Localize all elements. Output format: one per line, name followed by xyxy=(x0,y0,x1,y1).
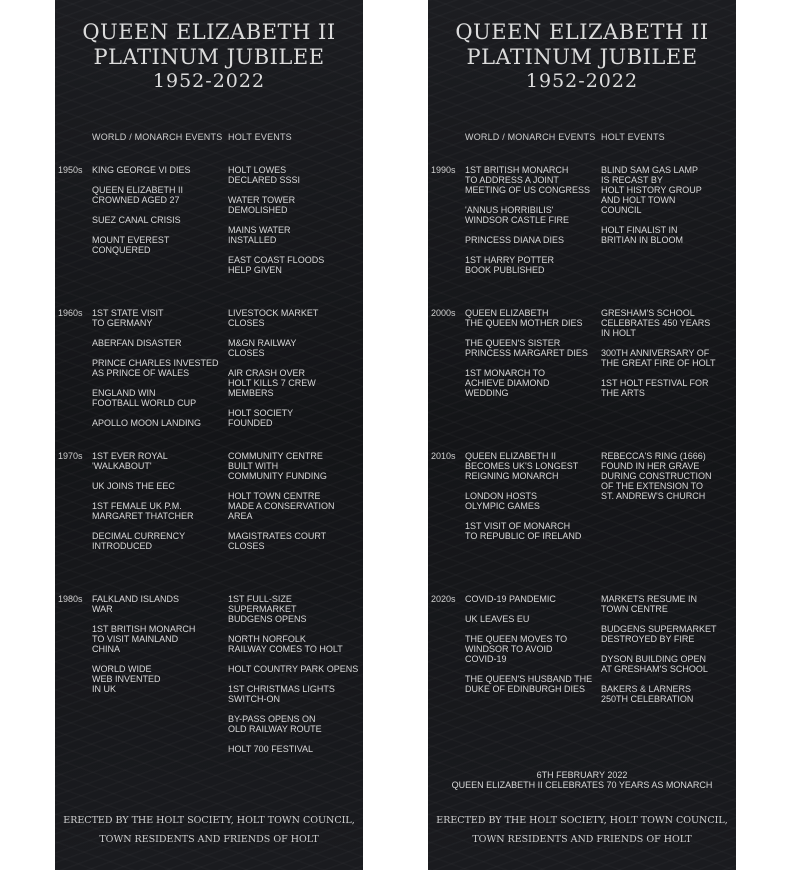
decade-label: 2010s xyxy=(431,451,456,461)
event-item: APOLLO MOON LANDING xyxy=(92,418,202,428)
event-item: MOUNT EVEREST CONQUERED xyxy=(92,235,170,255)
holt-events-column xyxy=(228,451,362,561)
event-item: 1ST BRITISH MONARCH TO ADDRESS A JOINT MEETING OF US CONGRESS xyxy=(465,165,591,195)
event-item: HOLT SOCIETY FOUNDED xyxy=(228,408,294,428)
event-item: QUEEN ELIZABETH II BECOMES UK'S LONGEST REIGNING MONARCH xyxy=(465,451,579,481)
event-item: DYSON BUILDING OPEN AT GRESHAM'S SCHOOL xyxy=(601,654,708,674)
header-world-events: WORLD / MONARCH EVENTS xyxy=(465,132,596,142)
event-item: REBECCA'S RING (1666) FOUND IN HER GRAVE DURING CONSTRUCTION OF THE EXTENSION TO ST. ANDREW'S CHURCH xyxy=(601,451,712,501)
event-item: THE QUEEN'S HUSBAND THE DUKE OF EDINBURGH DIES xyxy=(465,674,593,694)
holt-events-column xyxy=(601,165,735,255)
event-item: FALKLAND ISLANDS WAR xyxy=(92,594,180,614)
event-item: MAGISTRATES COURT CLOSES xyxy=(228,531,327,551)
decade-label: 1960s xyxy=(58,308,83,318)
event-item: MAINS WATER INSTALLED xyxy=(228,225,291,245)
world-events-column xyxy=(465,165,599,285)
event-item: GRESHAM'S SCHOOL CELEBRATES 450 YEARS IN HOLT xyxy=(601,308,711,338)
world-events-column xyxy=(92,165,226,265)
event-item: THE QUEEN'S SISTER PRINCESS MARGARET DIES xyxy=(465,338,588,358)
title-line1: QUEEN ELIZABETH II xyxy=(455,20,709,44)
holt-events-column xyxy=(228,308,362,438)
decade-label: 1980s xyxy=(58,594,83,604)
world-events-column xyxy=(465,451,599,551)
event-item: 1ST FEMALE UK P.M. MARGARET THATCHER xyxy=(92,501,194,521)
event-item: PRINCE CHARLES INVESTED AS PRINCE OF WALES xyxy=(92,358,219,378)
event-item: HOLT LOWES DECLARED SSSI xyxy=(228,165,301,185)
event-item: WORLD WIDE WEB INVENTED IN UK xyxy=(92,664,161,694)
event-item: ABERFAN DISASTER xyxy=(92,338,182,348)
right-panel xyxy=(428,0,736,870)
title-line1: QUEEN ELIZABETH II xyxy=(82,20,336,44)
event-item: 1ST HOLT FESTIVAL FOR THE ARTS xyxy=(601,378,709,398)
header-world-events: WORLD / MONARCH EVENTS xyxy=(92,132,223,142)
decade-label: 1990s xyxy=(431,165,456,175)
anniversary-note: 6TH FEBRUARY 2022 QUEEN ELIZABETH II CELEBRATES 70 YEARS AS MONARCH xyxy=(451,770,713,790)
event-item: 1ST EVER ROYAL 'WALKABOUT' xyxy=(92,451,168,471)
world-events-column xyxy=(465,308,599,408)
event-item: THE QUEEN MOVES TO WINDSOR TO AVOID COVID-19 xyxy=(465,634,568,664)
world-events-column xyxy=(92,308,226,438)
world-events-column xyxy=(92,451,226,561)
event-item: EAST COAST FLOODS HELP GIVEN xyxy=(228,255,325,275)
event-item: 1ST STATE VISIT TO GERMANY xyxy=(92,308,164,328)
footer-credit: ERECTED BY THE HOLT SOCIETY, HOLT TOWN COUNCIL, TOWN RESIDENTS AND FRIENDS OF HOLT xyxy=(63,815,355,845)
event-item: HOLT 700 FESTIVAL xyxy=(228,744,314,754)
event-item: 1ST VISIT OF MONARCH TO REPUBLIC OF IRELAND xyxy=(465,521,582,541)
world-events-column xyxy=(465,594,599,704)
event-item: UK LEAVES EU xyxy=(465,614,530,624)
event-item: NORTH NORFOLK RAILWAY COMES TO HOLT xyxy=(228,634,343,654)
event-item: QUEEN ELIZABETH THE QUEEN MOTHER DIES xyxy=(465,308,583,328)
event-item: LONDON HOSTS OLYMPIC GAMES xyxy=(465,491,540,511)
event-item: AIR CRASH OVER HOLT KILLS 7 CREW MEMBERS xyxy=(228,368,316,398)
event-item: 300TH ANNIVERSARY OF THE GREAT FIRE OF HOLT xyxy=(601,348,716,368)
event-item: SUEZ CANAL CRISIS xyxy=(92,215,181,225)
event-item: COMMUNITY CENTRE BUILT WITH COMMUNITY FUNDING xyxy=(228,451,327,481)
event-item: 1ST BRITISH MONARCH TO VISIT MAINLAND CHINA xyxy=(92,624,196,654)
event-item: 1ST CHRISTMAS LIGHTS SWITCH-ON xyxy=(228,684,335,704)
decade-label: 1950s xyxy=(58,165,83,175)
footer-credit: ERECTED BY THE HOLT SOCIETY, HOLT TOWN COUNCIL, TOWN RESIDENTS AND FRIENDS OF HOLT xyxy=(436,815,728,845)
event-item: UK JOINS THE EEC xyxy=(92,481,175,491)
event-item: HOLT COUNTRY PARK OPENS xyxy=(228,664,359,674)
left-panel xyxy=(55,0,363,870)
title-line2: PLATINUM JUBILEE xyxy=(93,45,325,69)
event-item: 1ST HARRY POTTER BOOK PUBLISHED xyxy=(465,255,555,275)
event-item: COVID-19 PANDEMIC xyxy=(465,594,556,604)
decade-label: 1970s xyxy=(58,451,83,461)
event-item: 'ANNUS HORRIBILIS' WINDSOR CASTLE FIRE xyxy=(465,205,570,225)
event-item: ENGLAND WIN FOOTBALL WORLD CUP xyxy=(92,388,197,408)
holt-events-column xyxy=(601,308,735,408)
event-item: KING GEORGE VI DIES xyxy=(92,165,191,175)
header-holt-events: HOLT EVENTS xyxy=(228,132,292,142)
event-item: PRINCESS DIANA DIES xyxy=(465,235,565,245)
event-item: HOLT FINALIST IN BRITIAN IN BLOOM xyxy=(601,225,684,245)
event-item: BAKERS & LARNERS 250TH CELEBRATION xyxy=(601,684,694,704)
event-item: BLIND SAM GAS LAMP IS RECAST BY HOLT HISTORY GROUP AND HOLT TOWN COUNCIL xyxy=(601,165,702,215)
event-item: LIVESTOCK MARKET CLOSES xyxy=(228,308,319,328)
holt-events-column xyxy=(601,594,735,714)
decade-label: 2020s xyxy=(431,594,456,604)
title-line2: PLATINUM JUBILEE xyxy=(466,45,698,69)
holt-events-column xyxy=(601,451,735,511)
header-holt-events: HOLT EVENTS xyxy=(601,132,665,142)
event-item: M&GN RAILWAY CLOSES xyxy=(228,338,297,358)
event-item: 1ST MONARCH TO ACHIEVE DIAMOND WEDDING xyxy=(465,368,550,398)
event-item: WATER TOWER DEMOLISHED xyxy=(228,195,296,215)
event-item: BUDGENS SUPERMARKET DESTROYED BY FIRE xyxy=(601,624,717,644)
event-item: DECIMAL CURRENCY INTRODUCED xyxy=(92,531,186,551)
event-item: QUEEN ELIZABETH II CROWNED AGED 27 xyxy=(92,185,184,205)
event-item: MARKETS RESUME IN TOWN CENTRE xyxy=(601,594,698,614)
event-item: HOLT TOWN CENTRE MADE A CONSERVATION AREA xyxy=(228,491,335,521)
holt-events-column xyxy=(228,165,362,285)
decade-label: 2000s xyxy=(431,308,456,318)
event-item: 1ST FULL-SIZE SUPERMARKET BUDGENS OPENS xyxy=(228,594,307,624)
holt-events-column xyxy=(228,594,362,764)
title-years: 1952-2022 xyxy=(525,70,639,92)
world-events-column xyxy=(92,594,226,704)
title-years: 1952-2022 xyxy=(152,70,266,92)
event-item: BY-PASS OPENS ON OLD RAILWAY ROUTE xyxy=(228,714,322,734)
